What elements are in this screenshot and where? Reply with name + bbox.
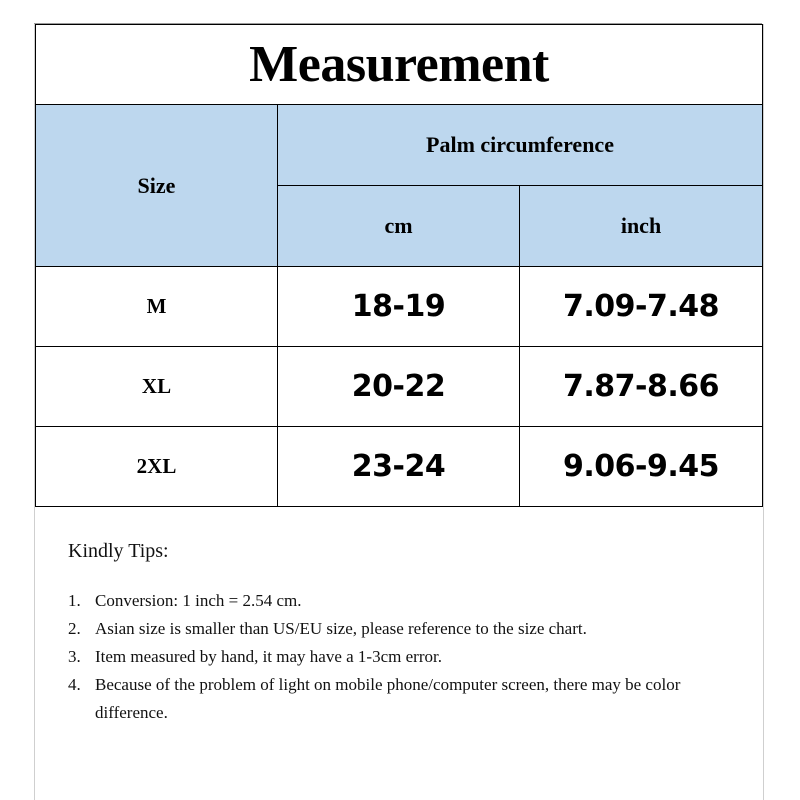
size-chart-table <box>35 24 763 507</box>
list-item-text: Asian size is smaller than US/EU size, please reference to the size chart. <box>95 619 587 638</box>
list-item-text: Conversion: 1 inch = 2.54 cm. <box>95 591 302 610</box>
size-cell: XL <box>36 347 278 427</box>
tips-title: Kindly Tips: <box>68 540 169 562</box>
title-row <box>36 25 763 105</box>
list-item-text: Because of the problem of light on mobile phone/computer screen, there may be color difference. <box>95 675 681 722</box>
list-item <box>68 643 708 671</box>
size-column-header: Size <box>36 105 278 267</box>
header-row-top <box>36 105 763 186</box>
table-title: Measurement <box>36 25 763 105</box>
list-item <box>68 671 708 727</box>
tips-list <box>68 587 708 727</box>
list-item <box>68 615 708 643</box>
table-row <box>36 347 763 427</box>
kindly-tips-section <box>68 540 708 727</box>
size-cell: M <box>36 267 278 347</box>
cm-value-cell: 18-19 <box>278 267 520 347</box>
list-item-text: Item measured by hand, it may have a 1-3cm error. <box>95 647 442 666</box>
list-item-number: 2. <box>68 619 81 638</box>
inch-value-cell: 9.06-9.45 <box>520 427 763 507</box>
table-row <box>36 267 763 347</box>
list-item <box>68 587 708 615</box>
palm-circumference-header: Palm circumference <box>278 105 763 186</box>
list-item-number: 1. <box>68 591 81 610</box>
cm-value-cell: 20-22 <box>278 347 520 427</box>
inch-value-cell: 7.87-8.66 <box>520 347 763 427</box>
cm-unit-header: cm <box>278 186 520 267</box>
list-item-number: 4. <box>68 675 81 694</box>
table-row <box>36 427 763 507</box>
inch-value-cell: 7.09-7.48 <box>520 267 763 347</box>
cm-value-cell: 23-24 <box>278 427 520 507</box>
inch-unit-header: inch <box>520 186 763 267</box>
size-cell: 2XL <box>36 427 278 507</box>
list-item-number: 3. <box>68 647 81 666</box>
